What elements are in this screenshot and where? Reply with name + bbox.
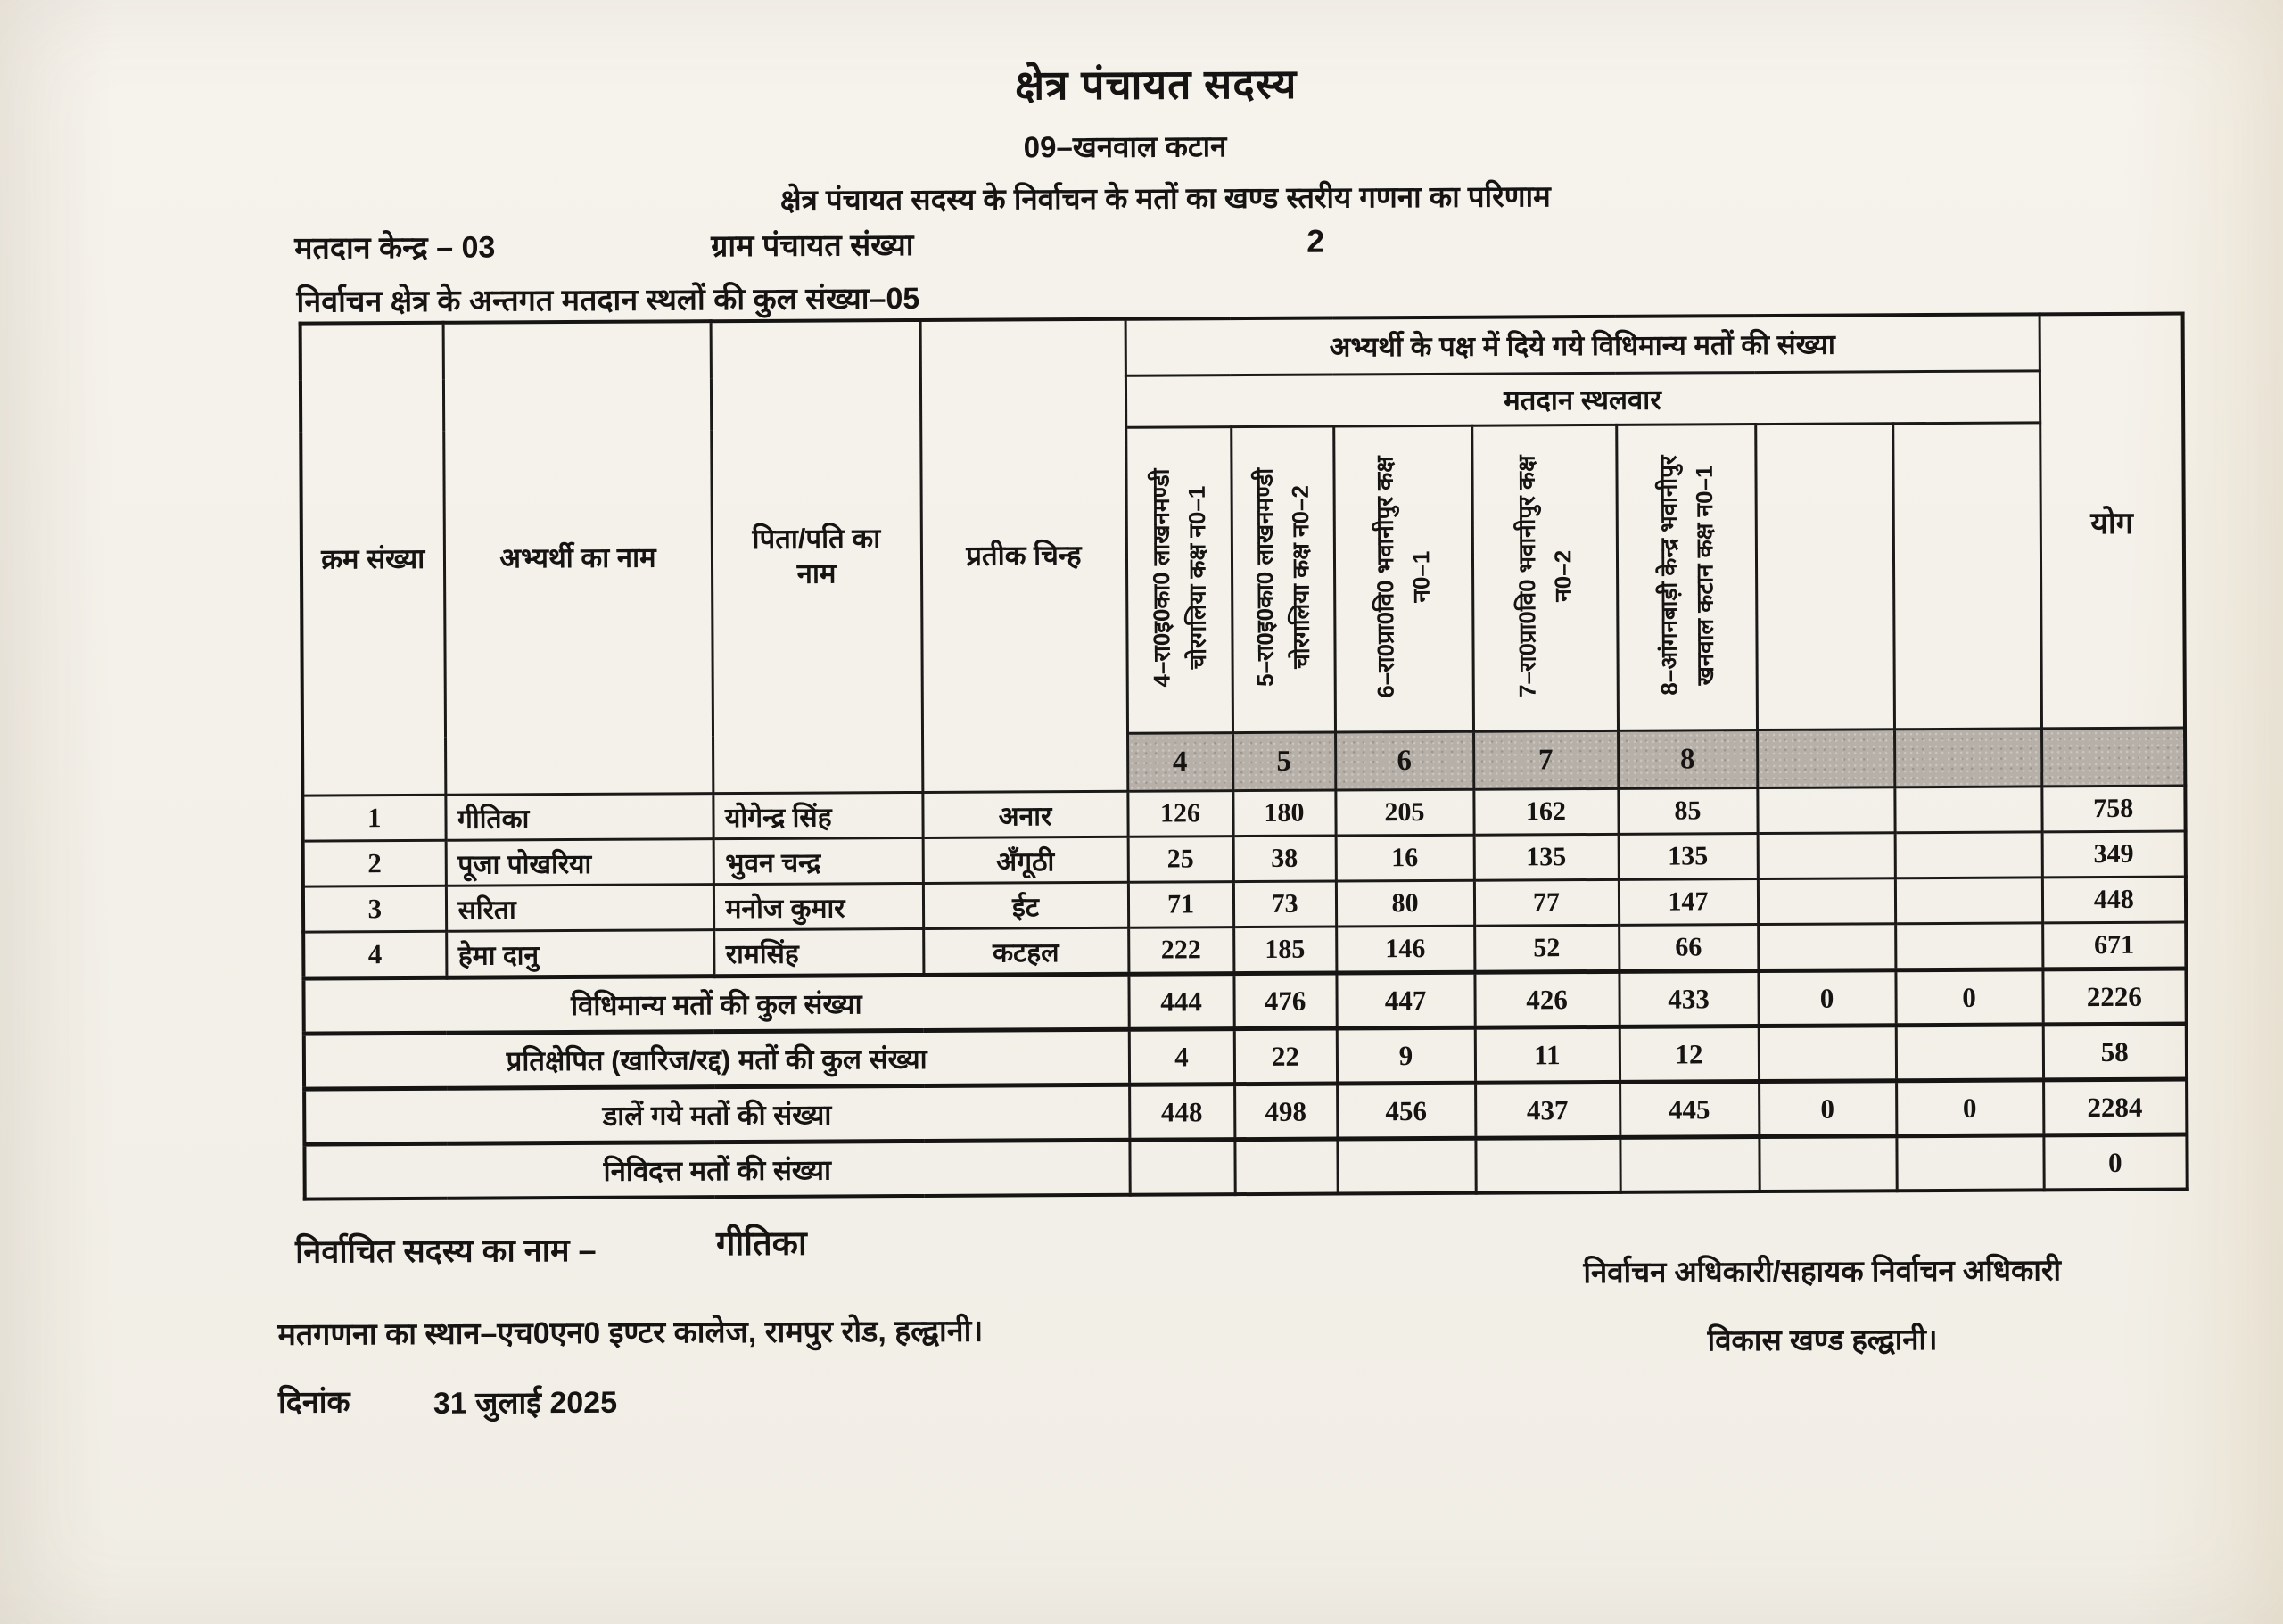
vote-cell: 38 [1233, 836, 1336, 882]
station-header-4: 4–रा0इ0का0 लाखनमण्डी चोरगलिया कक्ष न0–1 [1147, 468, 1211, 688]
counting-place-line: मतगणना का स्थान–एच0एन0 इण्टर कालेज, रामपुर रोड, हल्द्वानी। [277, 1314, 984, 1352]
summary-vote-cell [1620, 1137, 1759, 1192]
vote-cell: 180 [1232, 790, 1335, 837]
station-header-6: 6–रा0प्रा0वि0 भवानीपुर कक्ष न0–1 [1371, 455, 1435, 698]
station-header-5: 5–रा0इ0का0 लाखनमण्डी चोरगलिया कक्ष न0–2 [1250, 467, 1315, 688]
vote-cell: 71 [1128, 882, 1233, 928]
col-header-total: योग [2040, 314, 2185, 729]
station-number-cell: 8 [1618, 730, 1757, 789]
elected-member-label: निर्वाचित सदस्य का नाम – [294, 1231, 597, 1270]
vote-cell: 52 [1474, 925, 1619, 972]
station-header-cell [1471, 425, 1618, 731]
station-header-cell [1231, 426, 1335, 733]
vote-cell: 222 [1128, 927, 1233, 975]
summary-vote-cell: 437 [1475, 1082, 1620, 1138]
candidate-total: 448 [2042, 877, 2186, 923]
summary-total: 58 [2043, 1024, 2187, 1080]
vote-cell: 66 [1619, 925, 1758, 972]
candidate-serial: 1 [302, 795, 445, 841]
col-header-serial: क्रम संख्या [301, 323, 446, 796]
vote-cell: 162 [1473, 788, 1618, 835]
candidate-father: योगेन्द्र सिंह [713, 792, 922, 838]
summary-vote-cell: 426 [1474, 971, 1619, 1027]
stations-total-line: निर्वाचन क्षेत्र के अन्तगत मतदान स्थलों की कुल संख्या–05 [296, 281, 920, 319]
summary-vote-cell [1896, 1025, 2043, 1081]
summary-vote-cell: 476 [1233, 973, 1336, 1029]
summary-vote-cell: 444 [1128, 974, 1233, 1030]
summary-vote-cell: 11 [1475, 1026, 1620, 1083]
summary-vote-cell: 447 [1336, 972, 1474, 1028]
elected-member-name: गीतिका [715, 1224, 807, 1264]
summary-vote-cell: 448 [1129, 1084, 1234, 1141]
summary-row-tendered [304, 1134, 2187, 1199]
result-subtitle: क्षेत्र पंचायत सदस्य के निर्वाचन के मतों का खण्ड स्तरीय गणना का परिणाम [779, 179, 1551, 217]
summary-label: विधिमान्य मतों की कुल संख्या [303, 974, 1128, 1034]
summary-vote-cell [1129, 1140, 1234, 1195]
candidate-total: 758 [2041, 786, 2185, 832]
valid-votes-band-header: अभ्यर्थी के पक्ष में दिये गये विधिमान्य मतों की संख्या [1125, 314, 2040, 375]
date-value: 31 जुलाई 2025 [433, 1385, 618, 1421]
summary-vote-cell: 0 [1895, 969, 2042, 1026]
summary-vote-cell: 0 [1896, 1080, 2043, 1136]
vote-cell: 205 [1335, 789, 1473, 836]
candidate-name: हेमा दानु [446, 930, 713, 978]
total-shaded-cell [2041, 728, 2185, 787]
station-header-7: 7–रा0प्रा0वि0 भवानीपुर कक्ष न0–2 [1512, 455, 1577, 697]
vote-cell: 185 [1233, 927, 1336, 974]
summary-vote-cell: 433 [1619, 971, 1758, 1027]
vote-cell-empty [1758, 924, 1895, 971]
candidate-symbol: ईट [923, 882, 1128, 928]
station-header-cell [1333, 425, 1473, 732]
candidate-total: 349 [2042, 831, 2186, 878]
candidate-serial: 2 [303, 840, 446, 886]
vote-cell-empty [1758, 833, 1895, 879]
vote-cell: 135 [1619, 834, 1758, 880]
station-number-cell: 4 [1127, 733, 1232, 792]
summary-total: 2284 [2043, 1079, 2187, 1135]
candidate-symbol: कटहल [923, 927, 1128, 975]
candidate-name: गीतिका [445, 794, 713, 841]
officer-signature-line1: निर्वाचन अधिकारी/सहायक निर्वाचन अधिकारी [1583, 1253, 2062, 1290]
summary-vote-cell: 498 [1234, 1084, 1337, 1140]
vote-cell: 146 [1336, 926, 1474, 973]
summary-total: 2226 [2042, 969, 2186, 1025]
candidate-father: मनोज कुमार [713, 883, 923, 929]
candidate-name: पूजा पोखरिया [446, 839, 713, 886]
candidate-symbol: अनार [922, 791, 1127, 837]
station-number-cell-empty [1894, 729, 2041, 787]
summary-vote-cell: 456 [1337, 1083, 1475, 1139]
candidate-serial: 4 [303, 931, 446, 978]
polling-center-line: मतदान केन्द्र – 03 [294, 230, 496, 266]
summary-label: प्रतिक्षेपित (खारिज/रद्द) मतों की कुल संख्या [304, 1029, 1129, 1089]
vote-cell: 126 [1127, 791, 1232, 837]
gram-panchayat-label: ग्राम पंचायत संख्या [711, 228, 914, 264]
station-header-cell [1616, 425, 1757, 731]
summary-vote-cell [1759, 1026, 1896, 1082]
vote-cell: 16 [1336, 835, 1474, 881]
station-header-cell [1125, 427, 1232, 734]
station-header-cell-empty [1755, 424, 1894, 730]
station-number-cell: 5 [1232, 732, 1335, 791]
summary-vote-cell: 4 [1129, 1029, 1234, 1085]
vote-cell-empty [1758, 878, 1895, 925]
date-label: दिनांक [277, 1385, 350, 1420]
stationwise-band-header: मतदान स्थलवार [1125, 371, 2040, 427]
vote-cell: 85 [1618, 788, 1757, 835]
summary-row-valid-total [303, 969, 2186, 1034]
candidate-father: रामसिंह [713, 928, 923, 976]
candidate-father: भुवन चन्द्र [713, 837, 923, 884]
station-header-cell-empty [1892, 423, 2041, 730]
vote-cell: 147 [1619, 879, 1758, 926]
vote-cell-empty [1895, 923, 2042, 970]
candidate-symbol: अँगूठी [923, 837, 1128, 883]
vote-cell-empty [1895, 832, 2042, 878]
summary-vote-cell [1896, 1135, 2043, 1191]
vote-cell: 77 [1474, 879, 1619, 926]
station-header-8: 8–आंगनबाड़ी केन्द्र भवानीपुर खनवाल कटान कक्ष न0–1 [1654, 455, 1718, 696]
officer-signature-line2: विकास खण्ड हल्द्वानी। [1707, 1323, 1938, 1357]
col-header-symbol: प्रतीक चिन्ह [920, 319, 1128, 793]
page-title: क्षेत्र पंचायत सदस्य [1014, 60, 1298, 109]
summary-label: निविदत्त मतों की संख्या [304, 1140, 1129, 1199]
summary-vote-cell: 9 [1337, 1027, 1475, 1084]
summary-total: 0 [2043, 1134, 2187, 1190]
summary-vote-cell [1759, 1136, 1896, 1191]
summary-row-cast [304, 1079, 2187, 1144]
summary-vote-cell [1475, 1137, 1620, 1192]
col-header-father: पिता/पति का नाम [711, 320, 923, 794]
summary-vote-cell: 0 [1758, 970, 1895, 1026]
summary-vote-cell: 445 [1620, 1082, 1759, 1138]
constituency-title: 09–खनवाल कटान [1023, 129, 1227, 164]
summary-vote-cell: 22 [1234, 1028, 1337, 1084]
summary-label: डालें गये मतों की संख्या [304, 1084, 1129, 1144]
vote-cell: 80 [1336, 880, 1474, 927]
vote-cell: 25 [1128, 837, 1233, 883]
summary-vote-cell [1337, 1138, 1475, 1193]
candidate-total: 671 [2042, 922, 2186, 969]
station-number-cell-empty [1757, 730, 1894, 788]
vote-cell: 73 [1233, 881, 1336, 927]
vote-cell-empty [1895, 878, 2042, 924]
gram-panchayat-value: 2 [1306, 222, 1325, 260]
vote-cell: 135 [1474, 834, 1619, 880]
summary-vote-cell: 0 [1759, 1081, 1896, 1137]
col-header-candidate: अभ्यर्थी का नाम [443, 321, 713, 795]
summary-row-rejected [304, 1024, 2187, 1089]
vote-cell-empty [1894, 787, 2041, 833]
station-number-cell: 7 [1473, 730, 1618, 789]
summary-vote-cell [1234, 1139, 1337, 1194]
candidate-serial: 3 [303, 886, 446, 932]
results-table [299, 312, 2189, 1201]
station-number-cell: 6 [1335, 731, 1473, 790]
candidate-name: सरिता [446, 885, 713, 932]
vote-cell-empty [1757, 787, 1894, 834]
summary-vote-cell: 12 [1620, 1026, 1759, 1083]
